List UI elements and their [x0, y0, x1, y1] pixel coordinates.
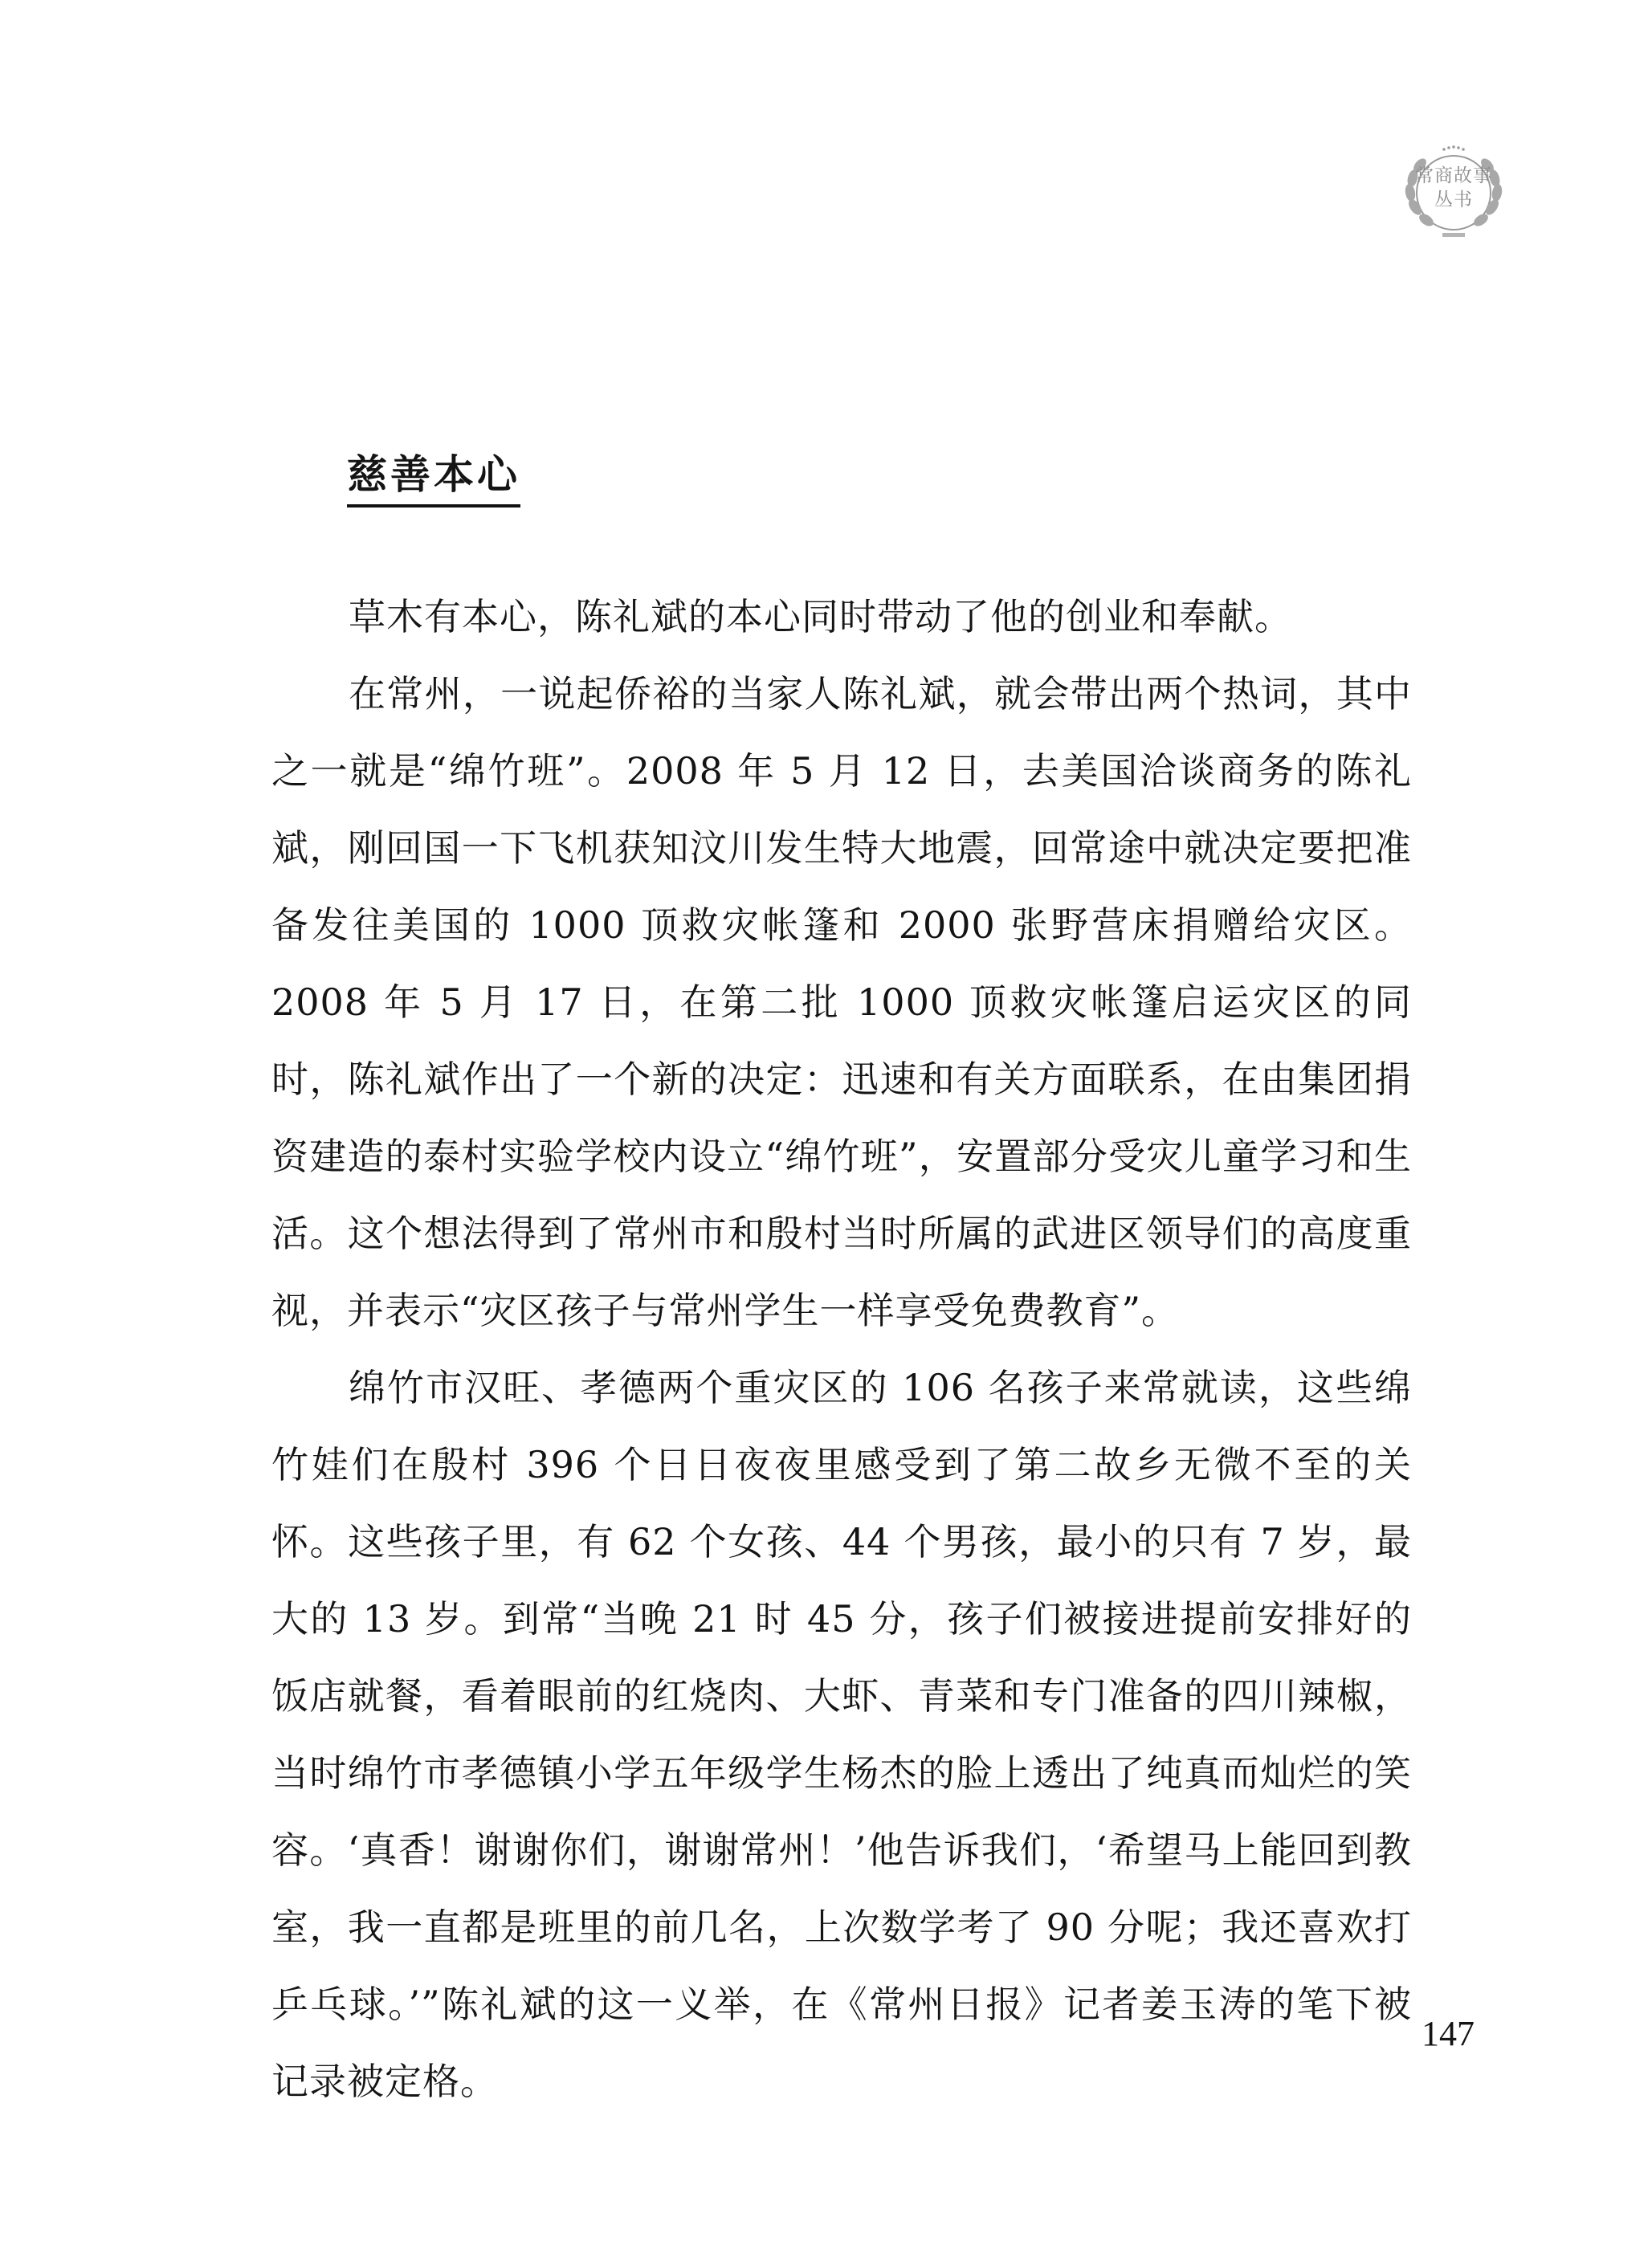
- seal-text-line1: 常商故事: [1415, 165, 1492, 186]
- page-number: 147: [1422, 2014, 1475, 2053]
- paragraph-1: 草木有本心，陈礼斌的本心同时带动了他的创业和奉献。: [349, 595, 1292, 638]
- series-seal: [1397, 137, 1510, 249]
- paragraph-2: 在常州，一说起侨裕的当家人陈礼斌，就会带出两个热词，其中之一就是“绵竹班”。2008 年 5 月 12 日，去美国洽谈商务的陈礼斌，刚回国一下飞机获知汶川发生特大地震，回常途中就决定要把准备发往美国的 1000 顶救灾帐篷和 2000 张野营床捐赠给灾区。2008 年 5 月 17 日，在第二批 1000 顶救灾帐篷启运灾区的同时，陈礼斌作出了一个新的决定：迅速和有关方面联系，在由集团捐资建造的泰村实验学校内设立“绵竹班”，安置部分受灾儿童学习和生活。这个想法得到了常州市和殷村当时所属的武进区领导们的高度重视，并表示“灾区孩子与常州学生一样享受免费教育”。: [271, 672, 1412, 1332]
- section-title: 慈善本心: [347, 446, 520, 507]
- seal-text: [1397, 164, 1510, 212]
- paragraph-3: 绵竹市汉旺、孝德两个重灾区的 106 名孩子来常就读，这些绵竹娃们在殷村 396 个日日夜夜里感受到了第二故乡无微不至的关怀。这些孩子里，有 62 个女孩、44 个男孩，最小的只有 7 岁，最大的 13 岁。到常“当晚 21 时 45 分，孩子们被接进提前安排好的饭店就餐，看着眼前的红烧肉、大虾、青菜和专门准备的四川辣椒，当时绵竹市孝德镇小学五年级学生杨杰的脸上透出了纯真而灿烂的笑容。‘真香！谢谢你们，谢谢常州！’他告诉我们，‘希望马上能回到教室，我一直都是班里的前几名，上次数学考了 90 分呢；我还喜欢打乒乓球。’”陈礼斌的这一义举，在《常州日报》记者姜玉涛的笔下被记录被定格。: [271, 1366, 1412, 2103]
- body-text: [271, 578, 1412, 2120]
- seal-text-line2: 丛书: [1434, 190, 1473, 210]
